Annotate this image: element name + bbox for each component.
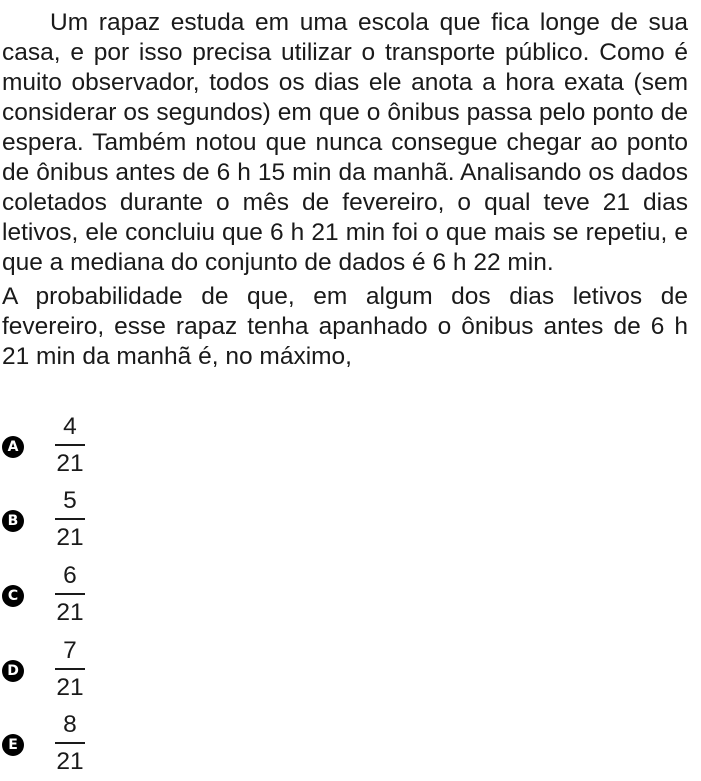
- option-c-letter-badge: C: [2, 585, 24, 607]
- option-c-numerator: 6: [63, 562, 77, 589]
- option-e-fraction: [52, 710, 88, 777]
- option-e-numerator: 8: [63, 711, 77, 738]
- option-c-fraction: [52, 561, 88, 628]
- option-b[interactable]: [2, 486, 122, 556]
- fraction-bar: [55, 668, 85, 670]
- fraction-bar: [55, 518, 85, 520]
- option-a[interactable]: [2, 412, 122, 482]
- option-d-letter-badge: D: [2, 660, 24, 682]
- option-d-denominator: 21: [56, 673, 84, 701]
- fraction-bar: [55, 593, 85, 595]
- option-e-denominator: 21: [56, 747, 84, 775]
- option-b-fraction: [52, 486, 88, 553]
- option-a-letter-badge: A: [2, 436, 24, 458]
- question-paragraph-context: Um rapaz estuda em uma escola que fica longe de sua casa, e por isso precisa utilizar o transporte público. Como é muito observador, todos os dias ele anota a hora exata (sem considerar os segundos) em que o ônibus passa pelo ponto de espera. Também notou que nunca consegue chegar ao ponto de ônibus antes de 6 h 15 min da manhã. Analisando os dados coletados durante o mês de fevereiro, o qual teve 21 dias letivos, ele concluiu que 6 h 21 min foi o que mais se repetiu, e que a mediana do conjunto de dados é 6 h 22 min.: [2, 9, 688, 276]
- option-a-fraction: [52, 412, 88, 479]
- option-b-denominator: 21: [56, 523, 84, 551]
- fraction-bar: [55, 742, 85, 744]
- question-stem: [2, 8, 688, 372]
- option-c[interactable]: [2, 561, 122, 631]
- fraction-bar: [55, 444, 85, 446]
- option-b-letter-badge: B: [2, 510, 24, 532]
- option-d-fraction: [52, 636, 88, 703]
- option-a-denominator: 21: [56, 449, 84, 477]
- option-e[interactable]: [2, 710, 122, 780]
- option-d-numerator: 7: [63, 637, 77, 664]
- option-e-letter-badge: E: [2, 734, 24, 756]
- option-d[interactable]: [2, 636, 122, 706]
- option-a-numerator: 4: [63, 413, 77, 440]
- question-paragraph-prompt: A probabilidade de que, em algum dos dias letivos de fevereiro, esse rapaz tenha apanhado o ônibus antes de 6 h 21 min da manhã é, no máximo,: [2, 283, 688, 370]
- option-c-denominator: 21: [56, 598, 84, 626]
- option-b-numerator: 5: [63, 487, 77, 514]
